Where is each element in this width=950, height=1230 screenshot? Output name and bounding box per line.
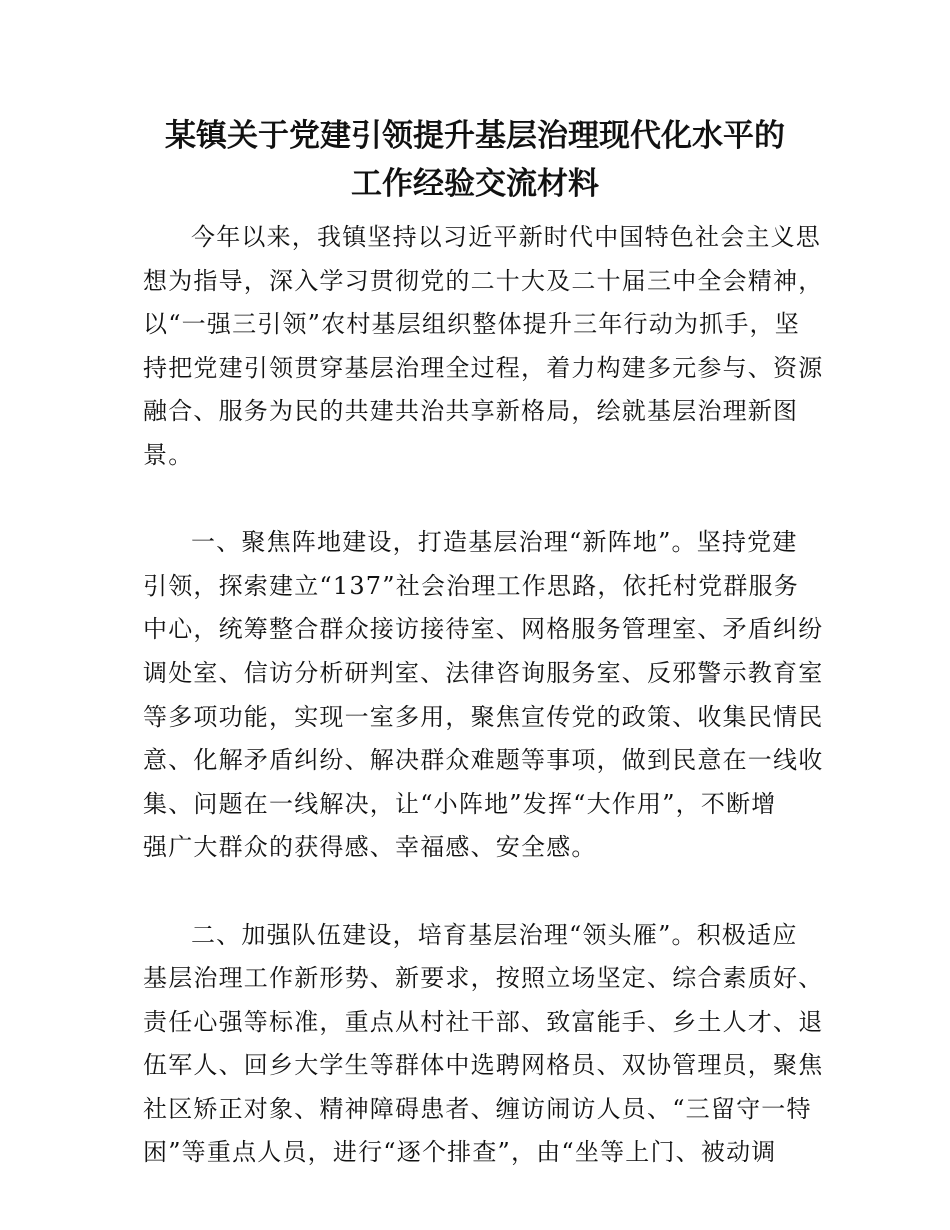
paragraph-line: 想为指导，深入学习贯彻党的二十大及二十届三中全会精神， [143, 266, 824, 295]
paragraph-spacer [143, 478, 811, 522]
title-line-2: 工作经验交流材料 [351, 166, 599, 202]
paragraph-line: 等多项功能，实现一室多用，聚焦宣传党的政策、收集民情民 [143, 702, 824, 731]
paragraph-line: 伍军人、回乡大学生等群体中选聘网格员、双协管理员，聚焦 [143, 1051, 824, 1080]
paragraph-spacer [143, 870, 811, 914]
paragraph-intro [143, 216, 824, 478]
paragraph-line: 强广大群众的获得感、幸福感、安全感。 [143, 833, 597, 862]
paragraph-line: 景。 [143, 440, 194, 469]
paragraph-line: 今年以来，我镇坚持以习近平新时代中国特色社会主义思 [191, 223, 821, 251]
title-line-1: 某镇关于党建引领提升基层治理现代化水平的 [165, 118, 785, 154]
paragraph-section-2 [143, 914, 824, 1176]
paragraph-line: 调处室、信访分析研判室、法律咨询服务室、反邪警示教育室 [143, 658, 824, 687]
document-title [80, 112, 870, 208]
paragraph-line: 责任心强等标准，重点从村社干部、致富能手、乡土人才、退 [143, 1007, 824, 1036]
paragraph-line: 集、问题在一线解决，让“小阵地”发挥“大作用”，不断增 [143, 789, 777, 818]
paragraph-line: 引领，探索建立“137”社会治理工作思路，依托村党群服务 [143, 571, 799, 600]
paragraph-line: 中心，统筹整合群众接访接待室、网格服务管理室、矛盾纠纷 [143, 615, 824, 644]
paragraph-line: 二、加强队伍建设，培育基层治理“领头雁”。积极适应 [191, 920, 798, 949]
paragraph-line: 以“一强三引领”农村基层组织整体提升三年行动为抓手，坚 [143, 310, 800, 339]
paragraph-line: 社区矫正对象、精神障碍患者、缠访闹访人员、“三留守一特 [143, 1094, 812, 1123]
document-body [143, 216, 824, 1175]
paragraph-section-1 [143, 521, 824, 870]
paragraph-line: 融合、服务为民的共建共治共享新格局，绘就基层治理新图 [143, 397, 799, 426]
paragraph-line: 一、聚焦阵地建设，打造基层治理“新阵地”。坚持党建 [191, 528, 798, 557]
paragraph-line: 基层治理工作新形势、新要求，按照立场坚定、综合素质好、 [143, 964, 824, 993]
paragraph-line: 困”等重点人员，进行“逐个排查”，由“坐等上门、被动调 [143, 1138, 777, 1167]
paragraph-line: 意、化解矛盾纠纷、解决群众难题等事项，做到民意在一线收 [143, 746, 824, 775]
paragraph-line: 持把党建引领贯穿基层治理全过程，着力构建多元参与、资源 [143, 353, 824, 382]
